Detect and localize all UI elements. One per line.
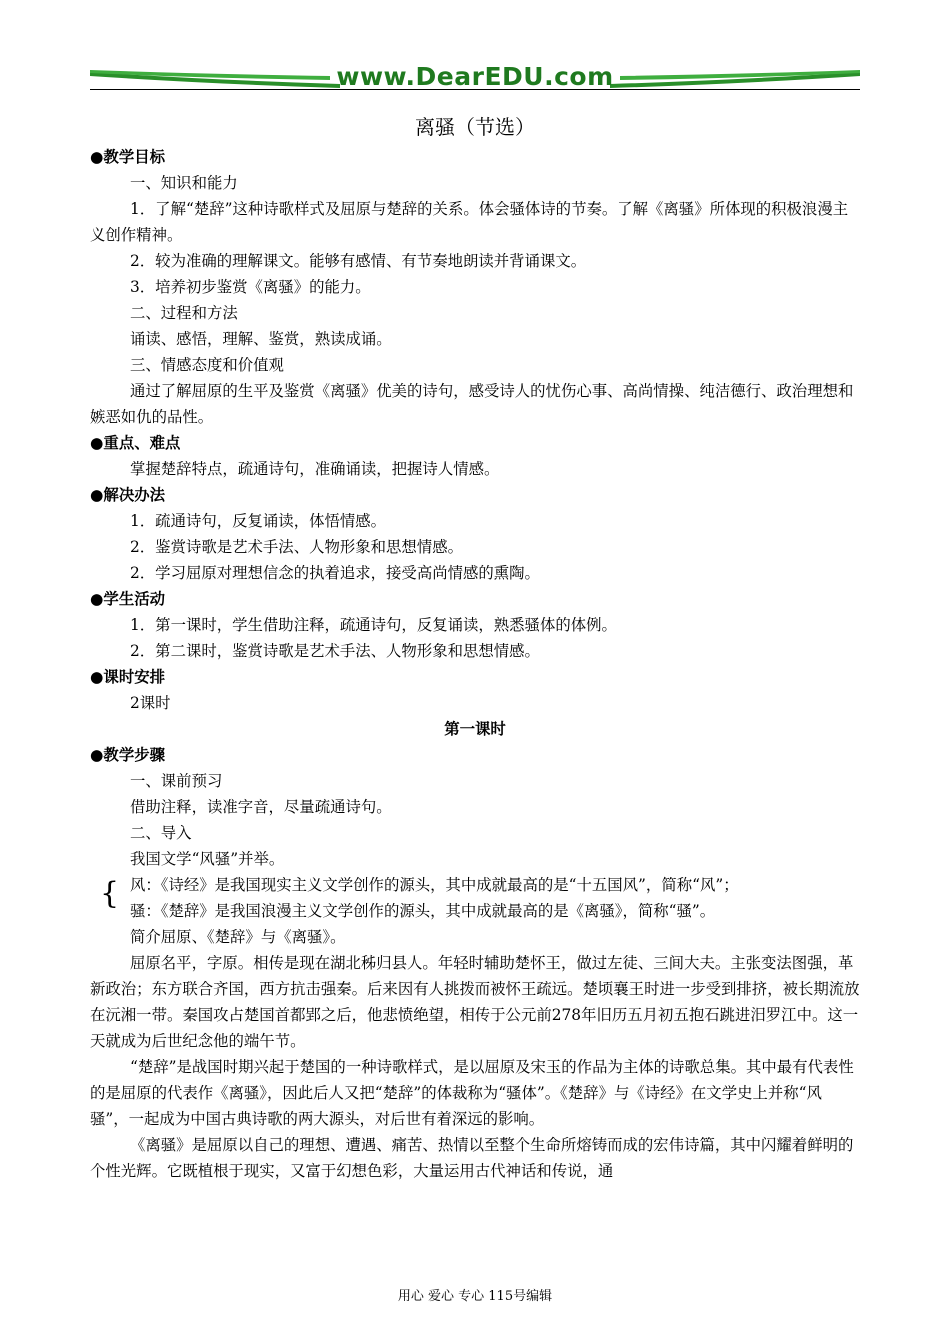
methods-item-2: 2．鉴赏诗歌是艺术手法、人物形象和思想情感。 bbox=[130, 538, 463, 556]
steps-heading: ●教学步骤 bbox=[90, 746, 165, 764]
chuci-paragraph: “楚辞”是战国时期兴起于楚国的一种诗歌样式，是以屈原及宋玉的作品为主体的诗歌总集。其中最有代表性的是屈原的代表作《离骚》，因此后人又把“楚辞”的体裁称为“骚体”。《楚辞》与《诗经》在文学史上并称“风骚”，一起成为中国古典诗歌的两大源头，对后世有着深远的影响。 bbox=[90, 1058, 854, 1128]
site-logo[interactable]: www.DearEDU.com bbox=[336, 62, 614, 91]
feng-sao-block bbox=[90, 872, 860, 924]
lisao-paragraph: 《离骚》是屈原以自己的理想、遭遇、痛苦、热情以至整个生命所熔铸而成的宏伟诗篇，其中闪耀着鲜明的个性光辉。它既植根于现实，又富于幻想色彩，大量运用古代神话和传说，通 bbox=[90, 1136, 854, 1180]
methods-item-3: 2．学习屈原对理想信念的执着追求，接受高尚情感的熏陶。 bbox=[130, 564, 540, 582]
lesson-one-heading: 第一课时 bbox=[444, 720, 506, 738]
step-2-heading: 二、导入 bbox=[130, 824, 192, 842]
intro-line: 简介屈原、《楚辞》与《离骚》。 bbox=[130, 928, 346, 946]
header-rule bbox=[90, 89, 860, 90]
document-body bbox=[90, 110, 860, 1184]
goals-item-2: 2．较为准确的理解课文。能够有感情、有节奏地朗读并背诵课文。 bbox=[130, 252, 587, 270]
curly-brace-icon: { bbox=[100, 876, 120, 911]
schedule-heading: ●课时安排 bbox=[90, 668, 165, 686]
goals-sub-heading-3: 三、情感态度和价值观 bbox=[130, 356, 284, 374]
methods-heading: ●解决办法 bbox=[90, 486, 165, 504]
goals-text-2: 诵读、感悟，理解、鉴赏，熟读成诵。 bbox=[130, 330, 392, 348]
step-2-text: 我国文学“风骚”并举。 bbox=[130, 850, 285, 868]
step-1-heading: 一、课前预习 bbox=[130, 772, 223, 790]
feng-definition: 风：《诗经》是我国现实主义文学创作的源头，其中成就最高的是“十五国风”，简称“风”； bbox=[130, 876, 739, 894]
methods-item-1: 1．疏通诗句，反复诵读，体悟情感。 bbox=[130, 512, 387, 530]
goals-heading: ●教学目标 bbox=[90, 148, 165, 166]
document-title: 离骚（节选） bbox=[415, 115, 535, 139]
page-footer: 用心 爱心 专心 115号编辑 bbox=[397, 1289, 553, 1304]
goals-item-3: 3．培养初步鉴赏《离骚》的能力。 bbox=[130, 278, 371, 296]
activities-item-1: 1．第一课时，学生借助注释，疏通诗句，反复诵读，熟悉骚体的体例。 bbox=[130, 616, 617, 634]
key-points-text: 掌握楚辞特点，疏通诗句，准确诵读，把握诗人情感。 bbox=[130, 460, 500, 478]
key-points-heading: ●重点、难点 bbox=[90, 434, 181, 452]
goals-sub-heading-2: 二、过程和方法 bbox=[130, 304, 238, 322]
goals-sub-heading-1: 一、知识和能力 bbox=[130, 174, 238, 192]
quyuan-paragraph: 屈原名平，字原。相传是现在湖北秭归县人。年轻时辅助楚怀王，做过左徒、三间大夫。主张变法图强，革新政治；东方联合齐国，西方抗击强秦。后来因有人挑拨而被怀王疏远。楚顷襄王时进一步受到排挤，被长期流放在沅湘一带。秦国攻占楚国首都郢之后，他悲愤绝望，相传于公元前278年旧历五月初五抱石跳进汨罗江中。这一天就成为后世纪念他的端午节。 bbox=[90, 954, 860, 1050]
goals-item-1: 1．了解“楚辞”这种诗歌样式及屈原与楚辞的关系。体会骚体诗的节奏。了解《离骚》所体现的积极浪漫主义创作精神。 bbox=[90, 200, 849, 244]
schedule-text: 2课时 bbox=[130, 694, 171, 712]
step-1-text: 借助注释，读准字音，尽量疏通诗句。 bbox=[130, 798, 392, 816]
activities-heading: ●学生活动 bbox=[90, 590, 165, 608]
activities-item-2: 2．第二课时，鉴赏诗歌是艺术手法、人物形象和思想情感。 bbox=[130, 642, 540, 660]
goals-text-3: 通过了解屈原的生平及鉴赏《离骚》优美的诗句，感受诗人的忧伤心事、高尚情操、纯洁德行、政治理想和嫉恶如仇的品性。 bbox=[90, 382, 854, 426]
sao-definition: 骚：《楚辞》是我国浪漫主义文学创作的源头，其中成就最高的是《离骚》，简称“骚”。 bbox=[130, 902, 716, 920]
header-banner bbox=[90, 58, 860, 98]
